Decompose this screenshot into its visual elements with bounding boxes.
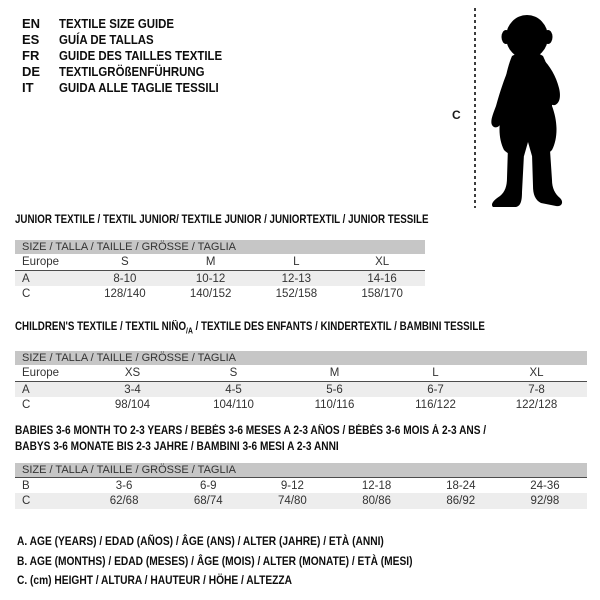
height-measure-dashed-line (474, 8, 476, 208)
cell: 10-12 (195, 272, 226, 285)
cell: 12-13 (281, 272, 312, 285)
cell: 140/152 (189, 288, 232, 300)
size-header-label: SIZE / TALLA / TAILLE / GRÖSSE / TAGLIA (22, 352, 236, 365)
table-row (15, 493, 587, 509)
babies-table-title-line2 (15, 439, 587, 455)
language-code: FR (22, 48, 40, 63)
babies-size-table (15, 423, 587, 509)
cell: 152/158 (275, 288, 318, 300)
cell: 7-8 (528, 383, 545, 396)
row-label: Europe (22, 256, 60, 268)
legend-note-c (17, 571, 482, 591)
table-row (15, 397, 587, 413)
table-row (15, 270, 425, 286)
row-label: A (22, 272, 30, 285)
language-title-list (22, 16, 244, 96)
cell: S (229, 367, 238, 380)
cell: 8-10 (113, 272, 137, 285)
junior-size-table (15, 214, 429, 302)
cell: 18-24 (446, 479, 476, 492)
language-row-es (22, 32, 244, 48)
legend-note-b (17, 552, 482, 572)
babies-table-title-line1 (15, 423, 587, 439)
row-label: C (22, 288, 31, 300)
language-row-de (22, 64, 244, 80)
cell: 104/110 (213, 399, 254, 412)
cell: 80/86 (362, 495, 391, 507)
cell: 92/98 (530, 495, 560, 507)
language-title: TEXTILE SIZE GUIDE (59, 16, 175, 31)
height-measure-label: C (452, 108, 461, 122)
table-row (15, 477, 587, 493)
size-header-band (15, 463, 587, 477)
cell: 14-16 (367, 272, 397, 285)
size-header-label: SIZE / TALLA / TAILLE / GRÖSSE / TAGLIA (22, 241, 236, 253)
cell: XL (375, 256, 390, 268)
language-code: ES (22, 32, 40, 47)
cell: 24-36 (530, 479, 560, 492)
row-label: C (22, 495, 31, 507)
row-label: B (22, 479, 30, 492)
size-header-label: SIZE / TALLA / TAILLE / GRÖSSE / TAGLIA (22, 464, 236, 476)
cell: S (121, 256, 129, 268)
cell: 68/74 (193, 495, 223, 507)
title-prefix: CHILDREN'S TEXTILE / TEXTIL NIÑO (15, 321, 187, 333)
cell: 3-6 (115, 479, 133, 492)
row-label: C (22, 399, 31, 412)
title-subscript: /A (186, 326, 193, 336)
cell: 3-4 (124, 383, 141, 396)
junior-table-title-text: JUNIOR TEXTILE / TEXTIL JUNIOR/ TEXTILE JUNIOR / JUNIORTEXTIL / JUNIOR TESSILE (15, 214, 429, 226)
size-header-band (15, 240, 425, 254)
cell: 6-9 (199, 479, 217, 492)
cell: 6-7 (427, 383, 444, 396)
cell: 12-18 (361, 479, 392, 492)
cell: XL (529, 367, 544, 380)
cell: 122/128 (515, 399, 558, 412)
legend-note-a-text: A. AGE (YEARS) / EDAD (AÑOS) / ÂGE (ANS) / ALTER (JAHRE) / ETÀ (ANNI) (17, 534, 384, 548)
children-table-title (15, 321, 587, 337)
language-title: GUIDA ALLE TAGLIE TESSILI (59, 80, 219, 95)
language-code: IT (22, 80, 34, 95)
cell: L (432, 367, 439, 380)
cell: 5-6 (326, 383, 343, 396)
babies-table-title-text1: BABIES 3-6 MONTH TO 2-3 YEARS / BEBÉS 3-6 MESES A 2-3 AÑOS / BÉBÉS 3-6 MOIS À 2-3 ANS / (15, 425, 487, 437)
cell: 86/92 (446, 495, 476, 507)
language-title: GUÍA DE TALLAS (59, 32, 154, 47)
legend-note-b-text: B. AGE (MONTHS) / EDAD (MESES) / ÂGE (MOIS) / ALTER (MONATE) / ETÀ (MESI) (17, 553, 413, 568)
cell: 9-12 (280, 479, 304, 492)
cell: 62/68 (109, 495, 139, 507)
junior-table-title (15, 214, 429, 226)
table-row (15, 286, 425, 302)
cell: 116/122 (415, 399, 456, 412)
babies-table-title-text2: BABYS 3-6 MONATE BIS 2-3 JAHRE / BAMBINI 3-6 MESI A 2-3 ANNI (15, 441, 339, 453)
children-table-title-text (15, 321, 485, 337)
title-suffix: / TEXTILE DES ENFANTS / KINDERTEXTIL / BAMBINI TESSILE (192, 321, 485, 333)
language-title: TEXTILGRÖßENFÜHRUNG (59, 64, 205, 79)
cell: 4-5 (225, 383, 242, 396)
cell: 74/80 (278, 495, 307, 507)
legend-note-c-text: C. (cm) HEIGHT / ALTURA / HAUTEUR / HÖHE / ALTEZZA (17, 573, 293, 587)
cell: XS (124, 367, 141, 380)
row-label: Europe (22, 367, 60, 380)
language-row-it (22, 80, 244, 96)
children-size-table (15, 321, 587, 413)
size-header-band (15, 351, 587, 365)
toddler-silhouette-icon (482, 6, 578, 208)
table-row (15, 365, 587, 381)
table-row (15, 381, 587, 397)
cell: 110/116 (314, 399, 355, 412)
legend-notes (17, 532, 482, 591)
language-code: EN (22, 16, 41, 31)
table-row (15, 254, 425, 270)
cell: M (205, 256, 216, 268)
language-row-en (22, 16, 244, 32)
cell: 98/104 (114, 399, 151, 412)
language-title: GUIDE DES TAILLES TEXTILE (59, 48, 223, 63)
legend-note-a (17, 532, 482, 552)
cell: L (293, 256, 300, 268)
language-code: DE (22, 64, 41, 79)
cell: 158/170 (361, 288, 403, 300)
language-row-fr (22, 48, 244, 64)
cell: M (329, 367, 340, 380)
row-label: A (22, 383, 30, 396)
cell: 128/140 (104, 288, 146, 300)
